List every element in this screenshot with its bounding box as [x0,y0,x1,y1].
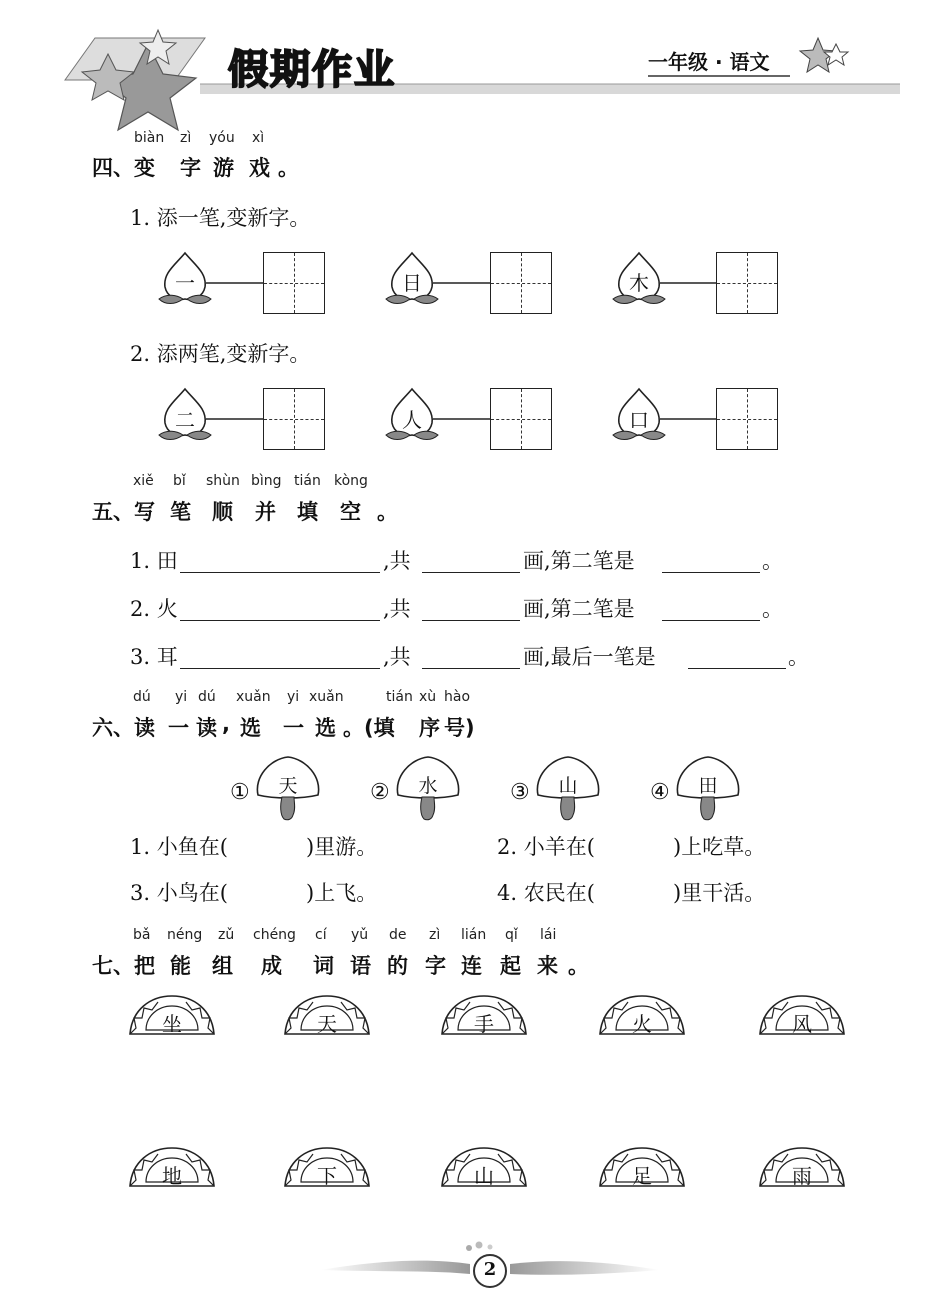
answer-blank[interactable] [180,572,380,573]
section7-title-part: 来 [537,954,558,978]
pinyin-bi: bǐ [173,473,186,489]
answer-blank[interactable] [688,668,786,669]
row-mid2: 画,第二笔是 [523,549,635,573]
fan-char-bottom[interactable]: 地 [162,1164,182,1188]
question-after: )里干活。 [673,881,766,905]
row-mid1: ,共 [383,549,411,573]
header-decoration [0,0,950,130]
pinyin-you: yóu [209,130,235,146]
pinyin-cheng: chéng [253,927,296,943]
option-number: ④ [650,780,670,805]
pinyin-hao: hào [444,689,471,705]
answer-blank[interactable] [180,620,380,621]
row-mid2: 画,最后一笔是 [523,645,656,669]
footer-decoration [0,1240,950,1300]
pinyin-de: de [389,927,407,943]
fan-char-top[interactable]: 风 [792,1012,812,1036]
peach-char-ren: 人 [402,408,422,432]
question-after: )里游。 [306,835,378,859]
tianzi-box[interactable] [490,252,552,314]
header-title: 假期作业 [228,47,396,93]
pinyin-du: dú [198,689,216,705]
question-before: 2. 小羊在( [497,835,595,859]
section7-title-part: 成 [261,954,282,978]
pinyin-xie: xiě [133,473,154,489]
section5-title-part: 空 [340,500,361,524]
answer-blank[interactable] [422,572,520,573]
header-grade-subject: 一年级 · 语文 [648,50,770,74]
section6-title-part: 选 [315,716,336,740]
row-mid1: ,共 [383,597,411,621]
pinyin-du: dú [133,689,151,705]
section6-title-part: 序 [419,716,440,740]
stroke-row-1 [0,545,950,575]
peach-char-ri: 日 [402,271,422,295]
section6-title-part: , [222,712,230,736]
peach-char-mu: 木 [629,271,649,295]
section7-title-part: 连 [461,954,482,978]
pinyin-neng: néng [167,927,203,943]
mushroom-char-shan: 山 [558,775,578,797]
tianzi-box[interactable] [716,388,778,450]
mushroom-char-shui: 水 [418,775,438,797]
row-mid2: 画,第二笔是 [523,597,635,621]
peach-shapes-row1 [0,245,950,325]
option-number: ② [370,780,390,805]
mushroom-shapes [0,755,950,825]
tianzi-box[interactable] [716,252,778,314]
pinyin-ba: bǎ [133,927,151,943]
answer-paren-space[interactable] [253,833,303,859]
pinyin-shun: shùn [206,473,240,489]
answer-blank[interactable] [662,620,760,621]
pinyin-zi: zì [180,130,192,146]
section4-title-part: 四、变 [92,156,155,180]
fan-char-top[interactable]: 手 [474,1012,494,1036]
section6-title-part: 读 [196,716,217,740]
fan-char-top[interactable]: 坐 [162,1012,182,1036]
section5-title-part: 笔 [170,500,191,524]
answer-blank[interactable] [422,668,520,669]
answer-paren-space[interactable] [620,833,670,859]
section5-title-part: 填 [297,500,318,524]
peach-char-er: 二 [175,408,195,432]
pinyin-kong: kòng [334,473,368,489]
tianzi-box[interactable] [263,252,325,314]
pinyin-yu: yǔ [351,927,369,943]
pinyin-qi: qǐ [505,927,518,943]
section6-title-part: 六、读 [92,716,155,740]
pinyin-xuan: xuǎn [236,689,271,705]
section4-part2-label: 2. 添两笔,变新字。 [130,342,311,366]
pinyin-tian: tián [386,689,413,705]
pinyin-zu: zǔ [218,927,235,943]
section5-title-part: 五、写 [92,500,155,524]
fan-char-bottom[interactable]: 雨 [792,1164,812,1188]
answer-blank[interactable] [662,572,760,573]
tianzi-box[interactable] [263,388,325,450]
section7-title-part: 的 [387,954,408,978]
answer-blank[interactable] [422,620,520,621]
fan-char-top[interactable]: 火 [632,1012,652,1036]
peach-char-kou: 口 [629,408,649,432]
section4-title-part: 戏 [249,156,270,180]
section4-title-part: 。 [278,156,299,180]
section7-title-part: 词 [313,954,334,978]
question-before: 1. 小鱼在( [130,835,228,859]
section7-title-part: 七、把 [92,954,155,978]
section5-title-part: 并 [255,500,276,524]
section6-title-part: 一 [168,716,189,740]
question-before: 4. 农民在( [497,881,595,905]
row-prefix: 1. 田 [130,549,178,573]
option-number: ③ [510,780,530,805]
peach-shapes-row2 [0,381,950,461]
stroke-row-3 [0,641,950,671]
section6-title-part: 号) [444,716,475,740]
fan-char-bottom[interactable]: 下 [317,1164,337,1188]
answer-paren-space[interactable] [620,879,670,905]
pinyin-xuan: xuǎn [309,689,344,705]
pinyin-ci: cí [315,927,327,943]
row-end: 。 [788,645,809,669]
row-mid1: ,共 [383,645,411,669]
section6-title-part: 选 [240,716,261,740]
question-before: 3. 小鸟在( [130,881,228,905]
section7-title-part: 字 [425,954,446,978]
question-after: )上吃草。 [673,835,766,859]
pinyin-zi: zì [429,927,441,943]
section7-title-part: 组 [212,954,233,978]
peach-char-yi: 一 [175,271,195,295]
pinyin-lian: lián [461,927,487,943]
mushroom-char-tian: 天 [278,775,298,797]
fan-char-bottom[interactable]: 山 [474,1164,494,1188]
section7-title-part: 语 [350,954,371,978]
stroke-row-2 [0,593,950,623]
pinyin-bian: biàn [134,130,165,146]
section4-title-part: 字 [180,156,201,180]
section7-title-part: 起 [500,954,521,978]
pinyin-yi: yi [175,689,188,705]
answer-paren-space[interactable] [253,879,303,905]
section4-title-part: 游 [213,156,234,180]
pinyin-bing: bìng [251,473,282,489]
row-prefix: 3. 耳 [130,645,178,669]
pinyin-xu: xù [419,689,437,705]
pinyin-tian: tián [294,473,321,489]
section7-title-part: 。 [568,954,589,978]
mushroom-char-tian2: 田 [698,775,718,797]
section6-title-part: 一 [283,716,304,740]
section7-title-part: 能 [170,954,191,978]
pinyin-xi: xì [252,130,265,146]
answer-blank[interactable] [180,668,380,669]
tianzi-box[interactable] [490,388,552,450]
section5-title-part: 。 [377,500,398,524]
page-number: 2 [483,1259,497,1280]
row-end: 。 [762,597,783,621]
fan-char-bottom[interactable]: 足 [632,1164,652,1188]
question-after: )上飞。 [306,881,378,905]
pinyin-lai: lái [540,927,557,943]
row-end: 。 [762,549,783,573]
section6-title-part: 。(填 [343,716,395,740]
section5-title-part: 顺 [212,500,233,524]
option-number: ① [230,780,250,805]
fan-char-top[interactable]: 天 [317,1012,337,1036]
pinyin-yi: yi [287,689,300,705]
section4-part1-label: 1. 添一笔,变新字。 [130,206,311,230]
row-prefix: 2. 火 [130,597,178,621]
